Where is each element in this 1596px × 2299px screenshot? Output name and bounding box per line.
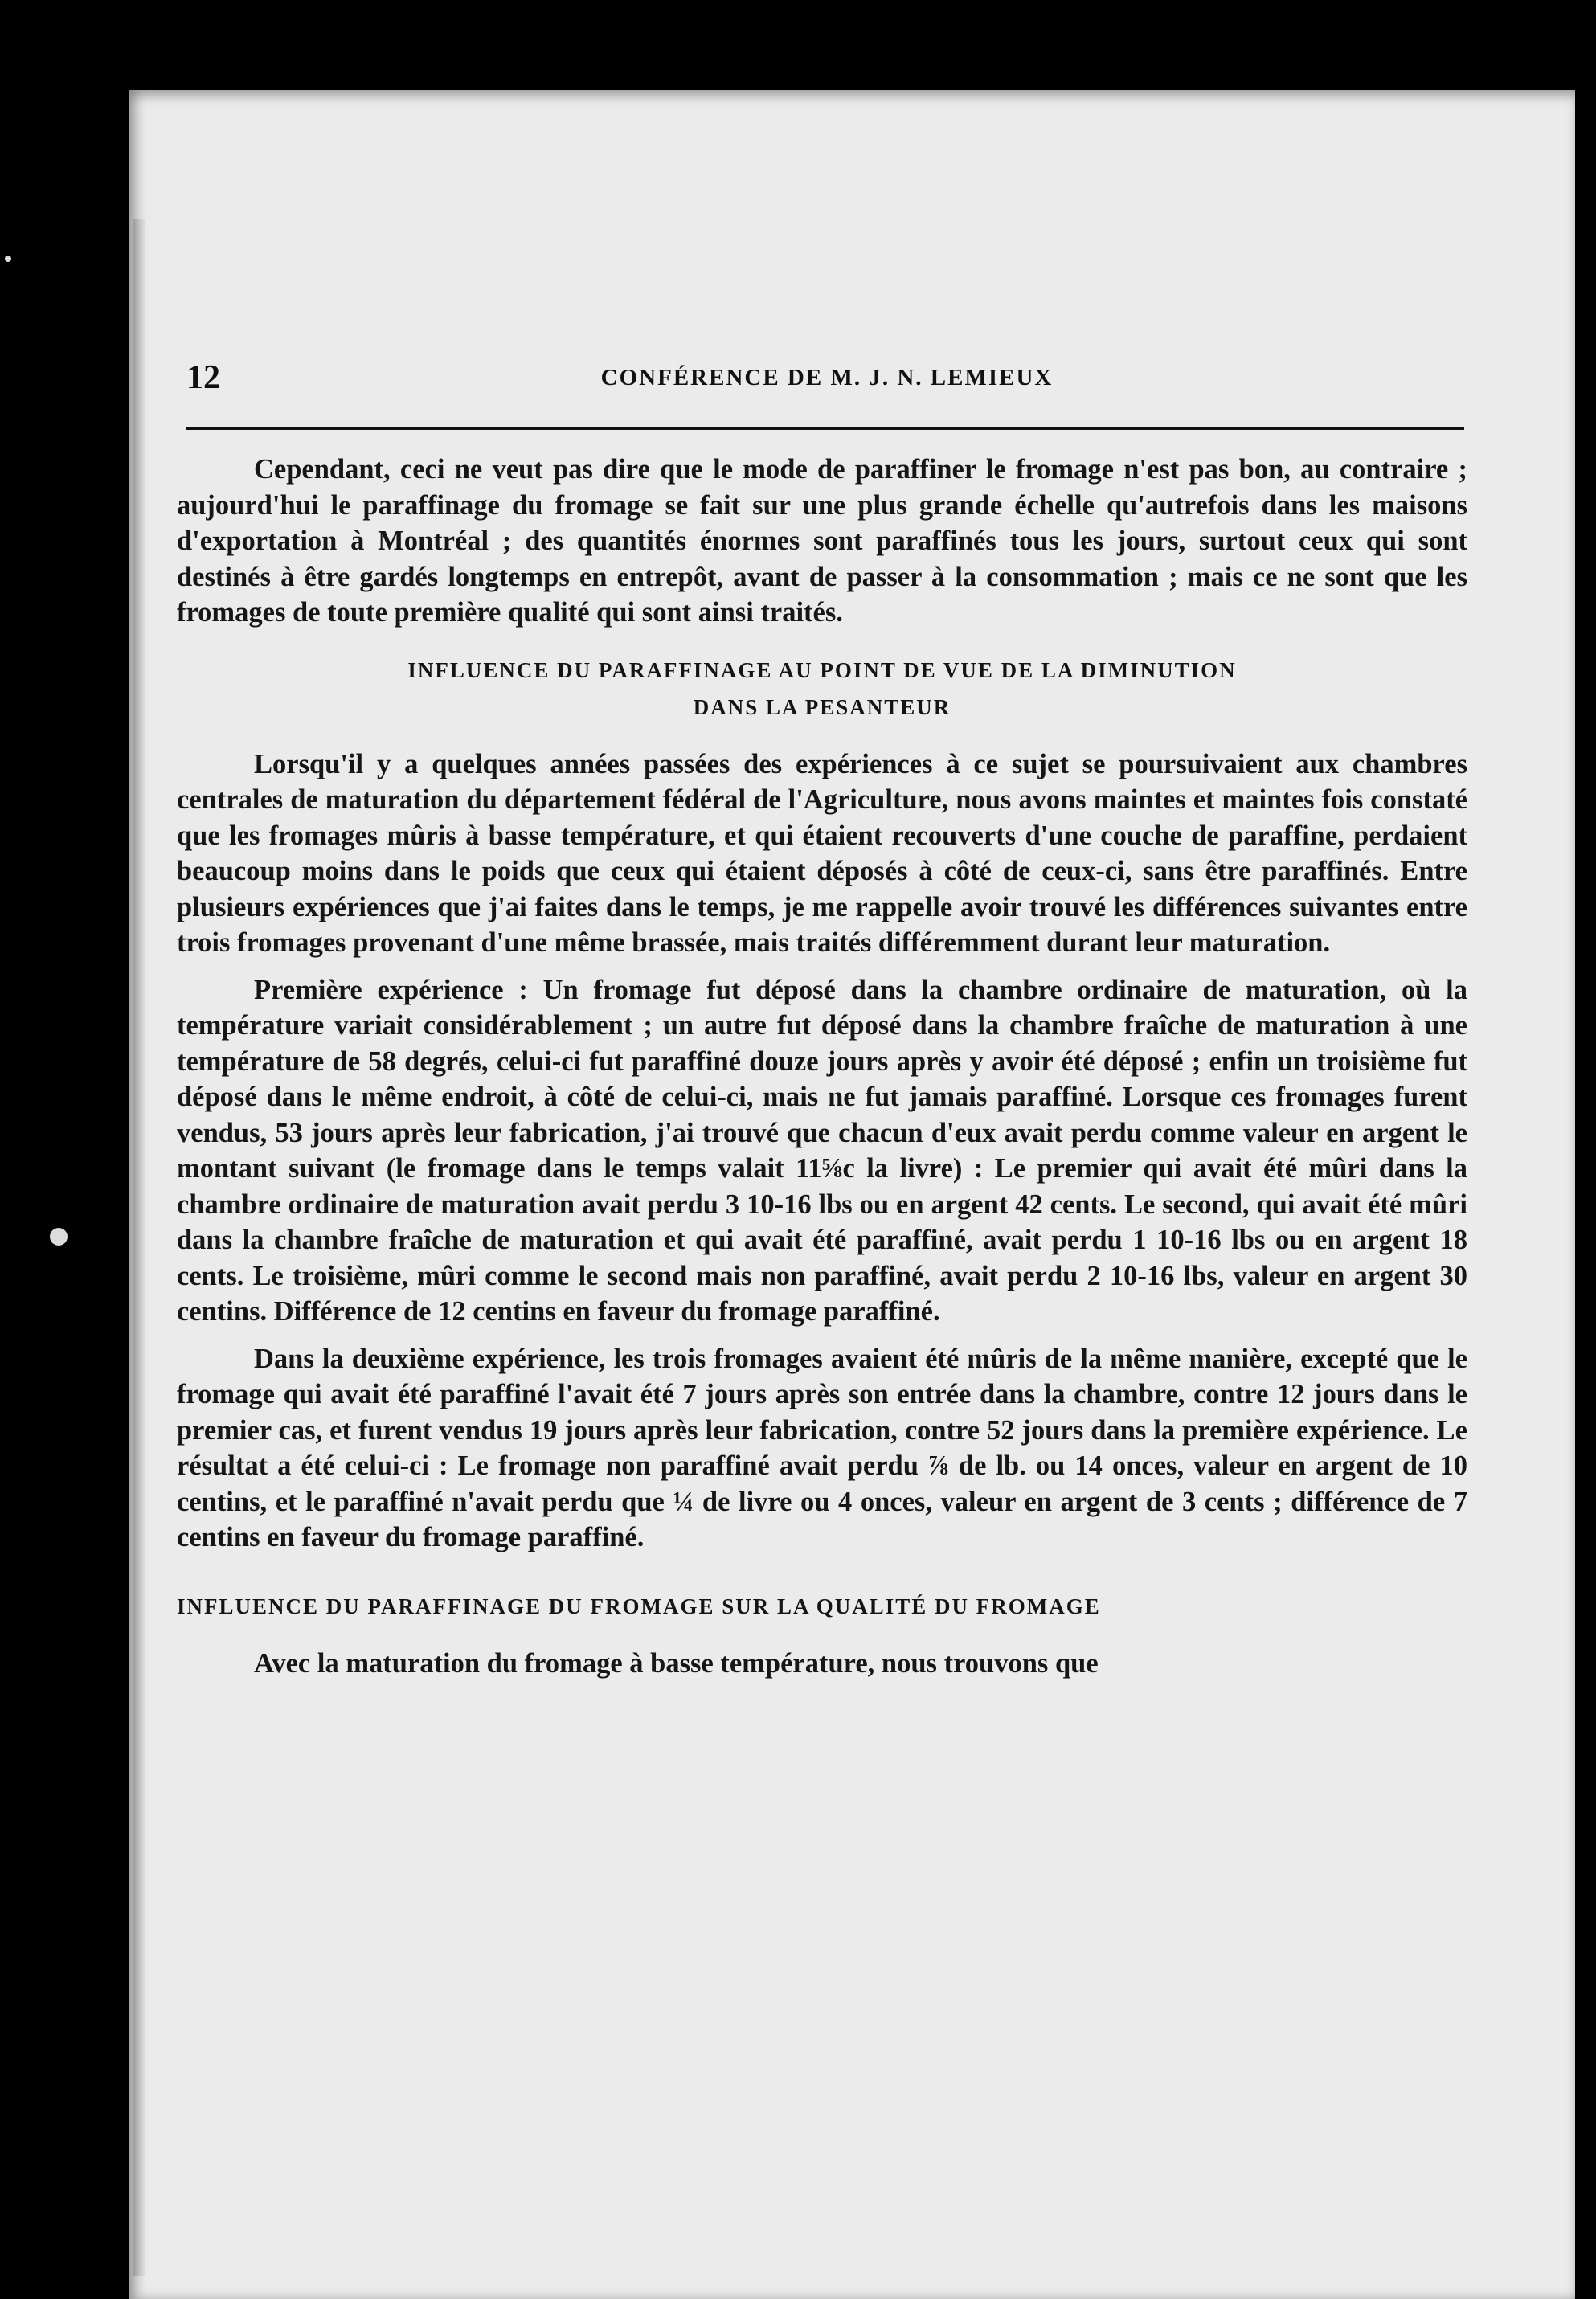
section-heading-1-line-1: INFLUENCE DU PARAFFINAGE AU POINT DE VUE DE LA DIMINUTION: [407, 657, 1237, 682]
paragraph-5: Avec la maturation du fromage à basse température, nous trouvons que: [254, 1647, 1099, 1679]
page-edge-shadow: [133, 219, 145, 2276]
page-header: [186, 262, 1467, 396]
running-title: CONFÉRENCE DE M. J. N. LEMIEUX: [600, 365, 1054, 391]
paragraph-4: Dans la deuxième expérience, les trois fromages avaient été mûris de la même manière, excepté que le fromage qui avait été paraffiné l'avait été 7 jours après son entrée dans la chambre, contre 12 jours dans le premier cas, et furent vendus 19 jours après leur fabrication, contre 52 jours dans la première expérience. Le résultat a été celui-ci : Le fromage non paraffiné avait perdu ⅞ de lb. ou 14 onces, valeur en argent de 10 centins, et le paraffiné n'avait perdu que ¼ de livre ou 4 onces, valeur en argent de 3 cents ; différence de 7 centins en faveur du fromage paraffiné.: [177, 1343, 1467, 1552]
paragraph-1: Cependant, ceci ne veut pas dire que le mode de paraffiner le fromage n'est pas bon, au contraire ; aujourd'hui le paraffinage du fromage se fait sur une plus grande échelle qu'autrefois dans les maisons d'exportation à Montréal ; des quantités énormes sont paraffinés tous les jours, surtout ceux qui sont destinés à être gardés longtemps en entrepôt, avant de passer à la consommation ; mais ce ne sont que les fromages de toute première qualité qui sont ainsi traités.: [177, 454, 1467, 628]
paragraph-2: Lorsqu'il y a quelques années passées des expériences à ce sujet se poursuivaient aux chambres centrales de maturation du département fédéral de l'Agriculture, nous avons maintes et maintes fois constaté que les fromages mûris à basse température, et qui étaient recouverts d'une couche de paraffine, perdaient beaucoup moins dans le poids que ceux qui étaient déposés à côté de ceux-ci, sans être paraffinés. Entre plusieurs expériences que j'ai faites dans le temps, je me rappelle avoir trouvé les différences suivantes entre trois fromages provenant d'une même brassée, mais traités différemment durant leur maturation.: [177, 748, 1467, 958]
section-heading-2: INFLUENCE DU PARAFFINAGE DU FROMAGE SUR LA QUALITÉ DU FROMAGE: [177, 1593, 1101, 1618]
scan-speck: [5, 256, 11, 262]
section-heading-1-line-2: DANS LA PESANTEUR: [693, 694, 951, 719]
page-body: [177, 452, 1467, 1681]
header-rule: [186, 427, 1464, 430]
paragraph-3: Première expérience : Un fromage fut déposé dans la chambre ordinaire de maturation, où la température variait considérablement ; un autre fut déposé dans la chambre fraîche de maturation à une température de 58 degrés, celui-ci fut paraffiné douze jours après y avoir été déposé ; enfin un troisième fut déposé dans le même endroit, à côté de celui-ci, mais ne fut jamais paraffiné. Lorsque ces fromages furent vendus, 53 jours après leur fabrication, j'ai trouvé que chacun d'eux avait perdu comme valeur en argent le montant suivant (le fromage dans le temps valait 11⅝c la livre) : Le premier qui avait été mûri dans la chambre ordinaire de maturation avait perdu 3 10-16 lbs ou en argent 42 cents. Le second, qui avait été mûri dans la chambre fraîche de maturation et qui avait été paraffiné, avait perdu 1 10-16 lbs ou en argent 18 cents. Le troisième, mûri comme le second mais non paraffiné, avait perdu 2 10-16 lbs, valeur en argent 30 centins. Différence de 12 centins en faveur du fromage paraffiné.: [177, 974, 1467, 1327]
scan-speck: [50, 1228, 68, 1246]
page-number: 12: [186, 359, 220, 396]
